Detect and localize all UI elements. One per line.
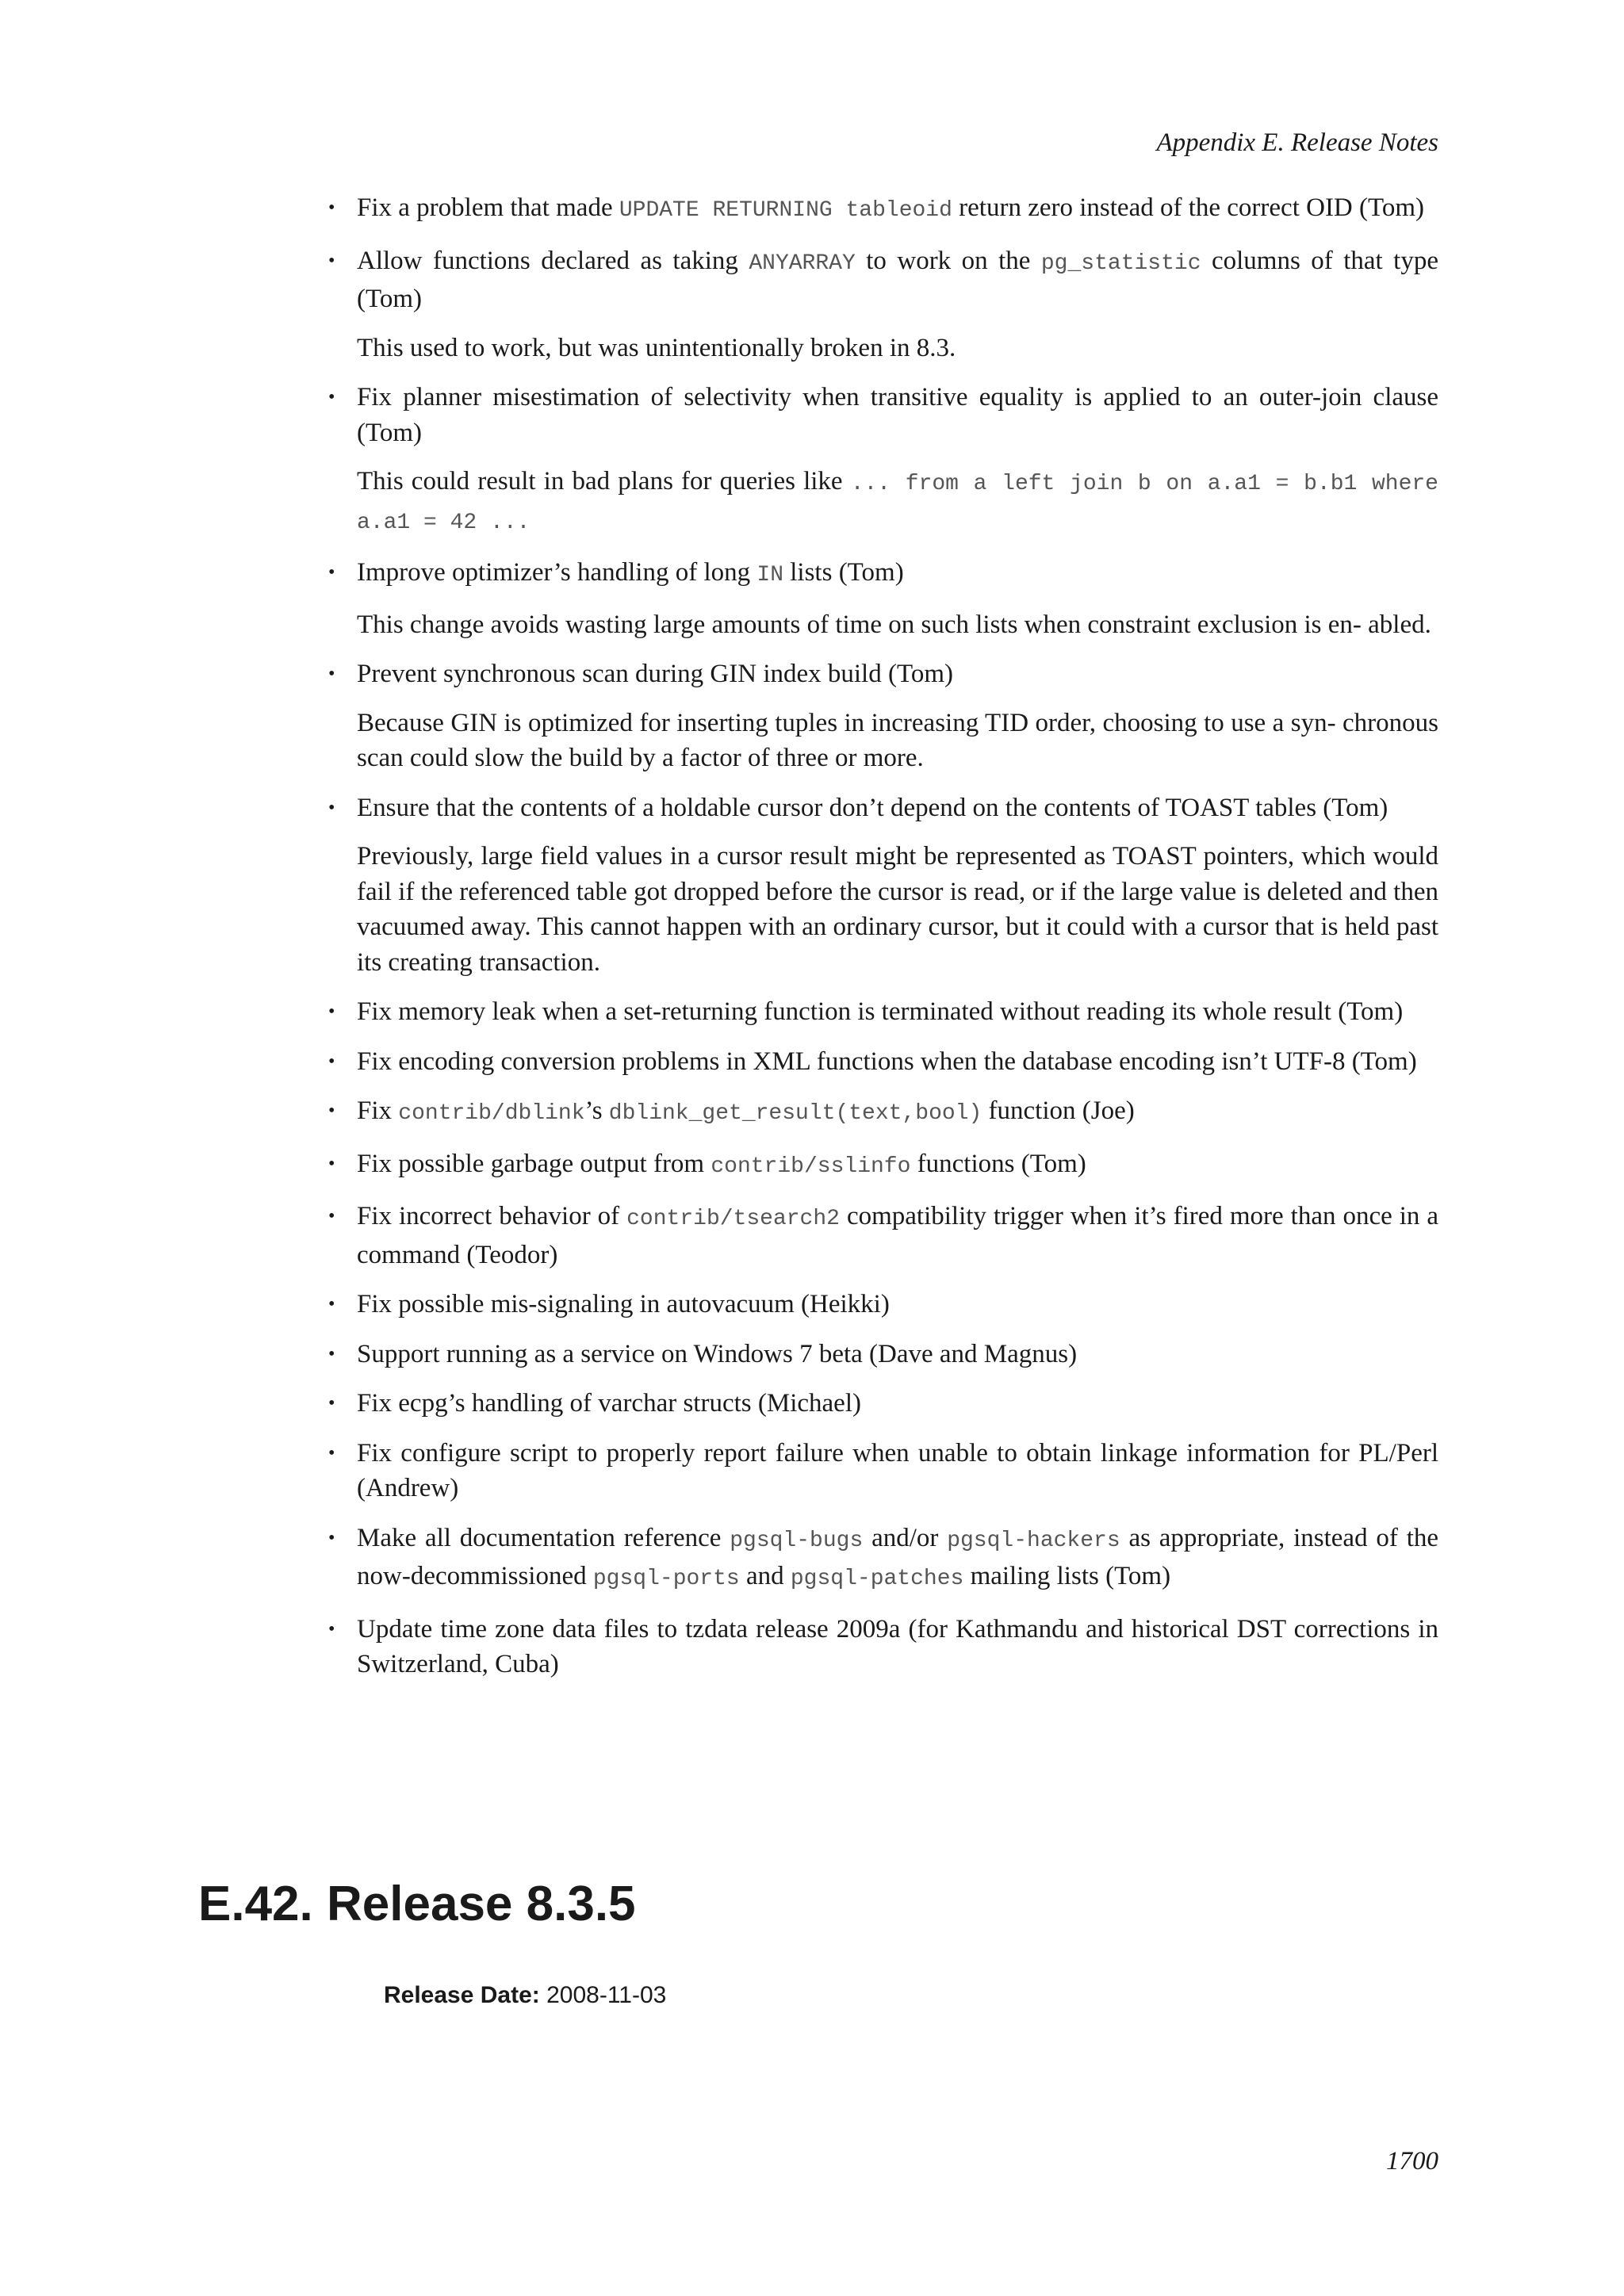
item-summary — [357, 1093, 1438, 1132]
list-item — [328, 555, 1438, 642]
item-summary — [357, 1337, 1438, 1372]
text-run: Make all documentation reference — [357, 1523, 730, 1552]
item-summary — [357, 1044, 1438, 1080]
text-run: Fix ecpg’s handling of varchar structs (Michael) — [357, 1389, 861, 1418]
text-run: Update time zone data files to tzdata release 2009a (for Kathmandu and historical DST corrections in Switzerland, Cuba) — [357, 1614, 1438, 1678]
item-detail — [357, 464, 1438, 541]
text-run: Fix a problem that made — [357, 193, 619, 222]
inline-code: pg_statistic — [1040, 251, 1201, 276]
item-summary — [357, 1386, 1438, 1422]
bullet-icon: • — [328, 664, 335, 684]
list-item — [328, 190, 1438, 229]
item-summary — [357, 243, 1438, 317]
inline-code: IN — [756, 563, 783, 587]
list-item — [328, 656, 1438, 776]
item-summary — [357, 994, 1438, 1030]
bullet-icon: • — [328, 387, 335, 408]
text-run: Fix memory leak when a set-returning function is terminated without reading its whole result (Tom) — [357, 997, 1404, 1026]
text-run: and — [739, 1562, 791, 1590]
text-run: return zero instead of the correct OID (Tom) — [952, 193, 1425, 222]
text-run: Fix possible garbage output from — [357, 1149, 711, 1178]
bullet-icon: • — [328, 197, 335, 218]
bullet-icon: • — [328, 1206, 335, 1226]
item-detail — [357, 706, 1438, 776]
bullet-icon: • — [328, 250, 335, 271]
text-run: Support running as a service on Windows 7 beta (Dave and Magnus) — [357, 1339, 1078, 1368]
inline-code: contrib/dblink — [398, 1101, 585, 1126]
item-summary — [357, 1287, 1438, 1322]
text-run: Previously, large field values in a cursor result might be represented as TOAST pointers, which would fail if the referenced table got dropped before the cursor is read, or if the large value is deleted and then vacuumed away. This cannot happen with an ordinary cursor, but it could with a cursor that is held past its creating transaction. — [357, 842, 1438, 977]
bullet-icon: • — [328, 1153, 335, 1174]
bullet-icon: • — [328, 797, 335, 818]
inline-code: contrib/tsearch2 — [626, 1207, 840, 1231]
text-run: Allow functions declared as taking — [357, 246, 749, 275]
list-item — [328, 1093, 1438, 1132]
item-summary — [357, 555, 1438, 594]
text-run: mailing lists (Tom) — [963, 1562, 1171, 1590]
text-run: Prevent synchronous scan during GIN index build (Tom) — [357, 660, 953, 688]
text-run: compatibility trigger when it’s fired more than once in a command (Teodor) — [357, 1202, 1438, 1269]
list-item — [328, 1287, 1438, 1322]
list-item — [328, 790, 1438, 981]
text-run: Fix configure script to properly report failure when unable to obtain linkage information for PL/Perl (Andrew) — [357, 1438, 1438, 1502]
release-date-label: Release Date: — [384, 1982, 540, 2008]
item-summary — [357, 656, 1438, 692]
inline-code: ... from a left join b on a.a1 = b.b1 where a.a1 = 42 ... — [357, 472, 1438, 535]
text-run: functions (Tom) — [910, 1149, 1086, 1178]
item-detail — [357, 607, 1438, 643]
item-summary — [357, 790, 1438, 826]
text-run: Fix planner misestimation of selectivity when transitive equality is applied to an outer-join clause (Tom) — [357, 383, 1438, 447]
bullet-icon: • — [328, 1100, 335, 1121]
list-item — [328, 1044, 1438, 1080]
inline-code: UPDATE RETURNING tableoid — [619, 198, 952, 223]
text-run: Ensure that the contents of a holdable cursor don’t depend on the contents of TOAST tables (Tom) — [357, 793, 1388, 822]
text-run: as appropriate, instead of the now-decommissioned — [357, 1523, 1439, 1590]
inline-code: dblink_get_result(text,bool) — [608, 1101, 982, 1126]
bullet-icon: • — [328, 1618, 335, 1640]
inline-code: pgsql-ports — [592, 1567, 740, 1591]
inline-code: pgsql-bugs — [730, 1528, 864, 1553]
text-run: function (Joe) — [982, 1096, 1135, 1125]
bullet-icon: • — [328, 562, 335, 583]
text-run: This could result in bad plans for queries like — [357, 467, 851, 496]
text-run: and/or — [863, 1523, 948, 1552]
list-item — [328, 1337, 1438, 1372]
page-number: 1700 — [1386, 2147, 1438, 2175]
text-run: Improve optimizer’s handling of long — [357, 558, 757, 587]
release-notes-body — [328, 190, 1439, 1697]
bullet-icon: • — [328, 1393, 335, 1414]
text-run: to work on the — [855, 246, 1041, 275]
list-item — [328, 1146, 1438, 1185]
item-summary — [357, 1521, 1438, 1598]
text-run: columns of that type (Tom) — [357, 246, 1438, 313]
running-header: Appendix E. Release Notes — [1156, 128, 1438, 157]
inline-code: pgsql-patches — [790, 1567, 964, 1591]
list-item — [328, 243, 1438, 366]
list-item — [328, 1612, 1438, 1682]
text-run: Fix — [357, 1096, 399, 1125]
bullet-icon: • — [328, 1343, 335, 1364]
bullet-icon: • — [328, 1001, 335, 1022]
inline-code: ANYARRAY — [749, 251, 856, 276]
item-summary — [357, 190, 1438, 229]
section-heading: E.42. Release 8.3.5 — [198, 1877, 636, 1931]
item-summary — [357, 1612, 1438, 1682]
inline-code: pgsql-hackers — [947, 1528, 1120, 1553]
item-summary — [357, 380, 1438, 450]
item-summary — [357, 1146, 1438, 1185]
list-item — [328, 1436, 1438, 1506]
bullet-icon: • — [328, 1527, 335, 1548]
bullet-icon: • — [328, 1294, 335, 1314]
item-summary — [357, 1436, 1438, 1506]
text-run: This used to work, but was unintentionally broken in 8.3. — [357, 333, 956, 362]
release-notes-list — [328, 190, 1439, 1682]
bullet-icon: • — [328, 1442, 335, 1464]
bullet-icon: • — [328, 1050, 335, 1072]
text-run: Because GIN is optimized for inserting tuples in increasing TID order, choosing to use a syn- chronous scan could slow the build by a factor of three or more. — [357, 708, 1438, 772]
text-run: ’s — [584, 1096, 609, 1125]
text-run: This change avoids wasting large amounts of time on such lists when constraint exclusion is en- abled. — [357, 610, 1431, 639]
inline-code: contrib/sslinfo — [710, 1154, 911, 1179]
text-run: Fix possible mis-signaling in autovacuum (Heikki) — [357, 1290, 890, 1318]
list-item — [328, 1386, 1438, 1422]
release-date-value: 2008-11-03 — [546, 1982, 667, 2008]
item-summary — [357, 1199, 1438, 1272]
item-detail — [357, 839, 1438, 980]
text-run: lists (Tom) — [783, 558, 904, 587]
release-date — [384, 1982, 666, 2009]
list-item — [328, 994, 1438, 1030]
item-detail — [357, 331, 1438, 366]
text-run: Fix encoding conversion problems in XML functions when the database encoding isn’t UTF-8 (Tom) — [357, 1047, 1417, 1076]
text-run: Fix incorrect behavior of — [357, 1202, 627, 1230]
list-item — [328, 1199, 1438, 1272]
list-item — [328, 1521, 1439, 1598]
list-item — [328, 380, 1438, 541]
